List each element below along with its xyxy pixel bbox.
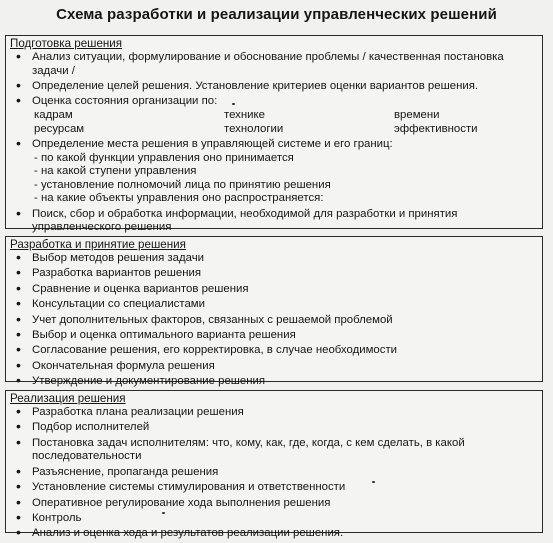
list-item [6, 512, 538, 526]
list-item [6, 267, 538, 281]
sub-line: - на какой ступени управления [34, 165, 197, 178]
list-item [6, 95, 538, 136]
assessment-grid [32, 109, 538, 136]
list-item [6, 375, 538, 389]
sub-line: - установление полномочий лица по принятию решения [34, 178, 331, 191]
item-text: Контроль [32, 511, 82, 524]
list-item [6, 314, 538, 328]
item-text: Согласование решения, его корректировка, в случае необходимости [32, 344, 398, 357]
item-text: Разработка вариантов решения [32, 267, 202, 280]
grid-cell: технологии [224, 122, 284, 135]
list-item [6, 360, 538, 374]
item-text: Консультации со специалистами [32, 298, 205, 311]
place-sublist [32, 152, 538, 206]
item-text: Определение места решения в управляющей системе и его границ: [32, 137, 393, 150]
item-text: Сравнение и оценка вариантов решения [32, 282, 249, 295]
section-implementation [5, 390, 543, 540]
scan-speck [232, 103, 235, 105]
item-text: Окончательная формула решения [32, 359, 215, 372]
section-implementation-list [6, 406, 538, 543]
list-item [6, 298, 538, 312]
list-item [6, 406, 538, 420]
item-text: Разъяснение, пропаганда решения [32, 465, 219, 478]
item-text: Выбор и оценка оптимального варианта решения [32, 328, 296, 341]
item-text: Подбор исполнителей [32, 421, 150, 434]
item-text: Разработка плана реализации решения [32, 406, 244, 418]
sub-line: - по какой функции управления оно принимается [34, 151, 294, 164]
item-text: Оценка состояния организации по: [32, 95, 218, 108]
section-implementation-heading: Реализация решения [10, 392, 126, 405]
section-preparation-heading: Подготовка решения [10, 37, 123, 50]
list-item [6, 252, 538, 266]
list-item [6, 138, 538, 206]
list-item [6, 344, 538, 358]
item-text: Выбор методов решения задачи [32, 252, 205, 264]
item-text: Учет дополнительных факторов, связанных с решаемой проблемой [32, 313, 393, 326]
item-text: Анализ и оценка хода и результатов реализации решения. [32, 527, 344, 540]
section-preparation [5, 35, 543, 234]
grid-cell: технике [224, 108, 265, 121]
scan-speck [162, 512, 165, 514]
item-text: Поиск, сбор и обработка информации, необходимой для разработки и принятия управленческого решения [32, 207, 458, 234]
list-item [6, 51, 538, 78]
item-text: Оперативное регулирование хода выполнения решения [32, 496, 331, 509]
list-item [6, 421, 538, 435]
list-item [6, 80, 538, 94]
section-preparation-list [6, 51, 538, 237]
item-text: Утверждение и документирование решения [32, 375, 266, 388]
list-item [6, 466, 538, 480]
list-item [6, 497, 538, 511]
list-item [6, 527, 538, 541]
item-text: Анализ ситуации, формулирование и обоснование проблемы / качественная постановка задачи / [32, 51, 504, 77]
list-item [6, 329, 538, 343]
grid-cell: кадрам [34, 108, 73, 121]
list-item [6, 437, 538, 464]
grid-cell: ресурсам [34, 122, 85, 135]
list-item [6, 481, 538, 495]
scan-speck [372, 481, 375, 483]
list-item [6, 283, 538, 297]
section-development-heading: Разработка и принятие решения [10, 238, 186, 251]
item-text: Определение целей решения. Установление критериев оценки вариантов решения. [32, 79, 479, 92]
item-text: Установление системы стимулирования и ответственности [32, 481, 346, 494]
section-development [5, 236, 543, 388]
section-development-list [6, 252, 538, 391]
list-item [6, 208, 538, 235]
page-title: Схема разработки и реализации управленческих решений [56, 6, 497, 23]
sub-line: - на какие объекты управления оно распространяется: [34, 192, 324, 205]
grid-cell: времени [394, 108, 440, 121]
item-text: Постановка задач исполнителям: что, кому, как, где, когда, с кем сделать, в какой последовательности [32, 436, 465, 463]
grid-cell: эффективности [394, 122, 478, 135]
